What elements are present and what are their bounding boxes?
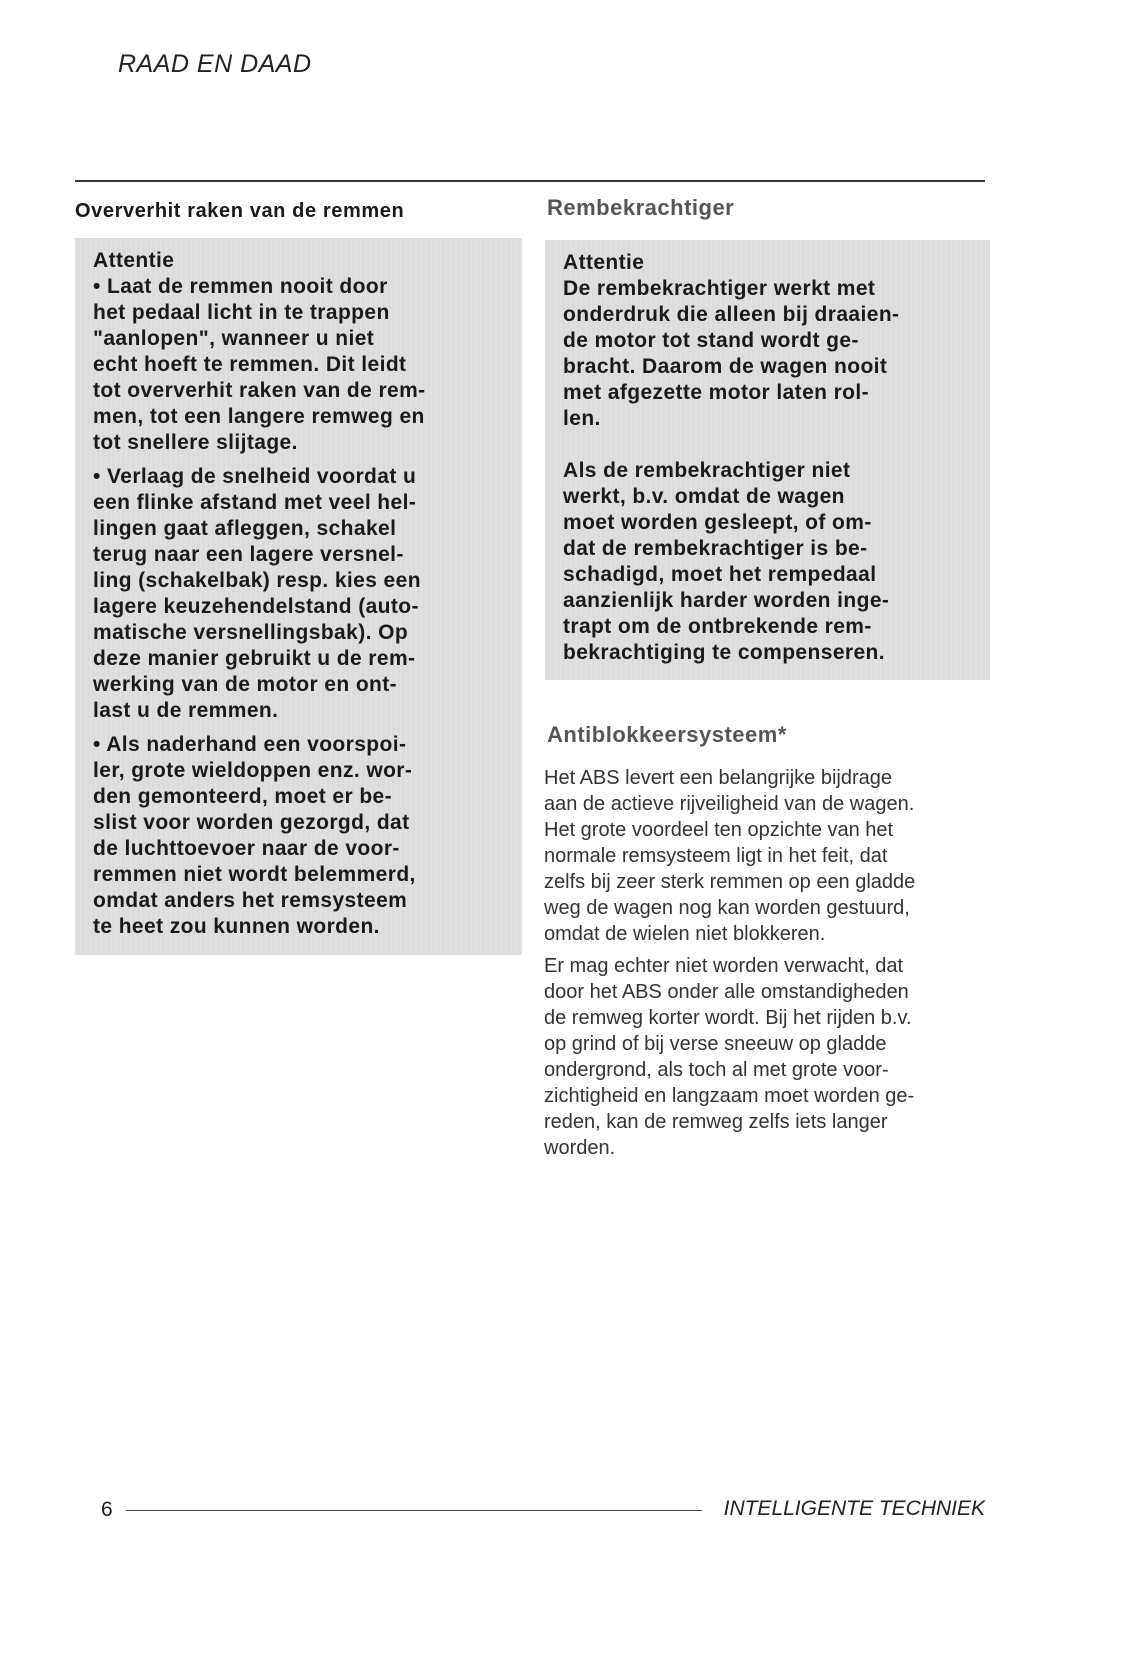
- attention-label: Attentie: [563, 251, 645, 274]
- text-line: met afgezette motor laten rol-: [563, 381, 870, 404]
- text-line: trapt om de ontbrekende rem-: [563, 615, 872, 638]
- text-line: een flinke afstand met veel hel-: [93, 491, 417, 514]
- attention-box-overheating: [75, 238, 522, 955]
- text-line: weg de wagen nog kan worden gestuurd,: [544, 897, 910, 919]
- abs-body-text: [544, 765, 915, 1167]
- bullet-item: [93, 274, 504, 456]
- text-line: ondergrond, als toch al met grote voor-: [544, 1059, 889, 1081]
- text-line: remmen niet wordt belemmerd,: [93, 863, 416, 886]
- page-number: 6: [101, 1498, 113, 1521]
- bullet-item: [93, 732, 504, 940]
- text-line: aanzienlijk harder worden inge-: [563, 589, 890, 612]
- text-line: te heet zou kunnen worden.: [93, 915, 380, 938]
- text-line: De rembekrachtiger werkt met: [563, 277, 876, 300]
- attention-paragraph: [563, 458, 972, 666]
- text-line: • Laat de remmen nooit door: [93, 275, 388, 298]
- text-line: zelfs bij zeer sterk remmen op een gladde: [544, 871, 916, 893]
- text-line: de motor tot stand wordt ge-: [563, 329, 859, 352]
- text-line: op grind of bij verse sneeuw op gladde: [544, 1033, 887, 1055]
- text-line: • Verlaag de snelheid voordat u: [93, 465, 417, 488]
- text-line: "aanlopen", wanneer u niet: [93, 327, 375, 350]
- text-line: onderdruk die alleen bij draaien-: [563, 303, 900, 326]
- text-line: • Als naderhand een voorspoi-: [93, 733, 407, 756]
- text-line: omdat anders het remsysteem: [93, 889, 408, 912]
- text-line: bracht. Daarom de wagen nooit: [563, 355, 888, 378]
- text-line: werkt, b.v. omdat de wagen: [563, 485, 845, 508]
- text-line: lagere keuzehendelstand (auto-: [93, 595, 419, 618]
- text-line: ling (schakelbak) resp. kies een: [93, 569, 421, 592]
- text-line: door het ABS onder alle omstandigheden: [544, 981, 909, 1003]
- section-heading-abs: Antiblokkeersysteem*: [547, 722, 787, 747]
- text-line: Als de rembekrachtiger niet: [563, 459, 851, 482]
- text-line: men, tot een langere remweg en: [93, 405, 425, 428]
- text-line: de luchttoevoer naar de voor-: [93, 837, 400, 860]
- text-line: werking van de motor en ont-: [93, 673, 398, 696]
- text-line: bekrachtiging te compenseren.: [563, 641, 886, 664]
- text-line: Het grote voordeel ten opzichte van het: [544, 819, 894, 841]
- attention-paragraph: [563, 276, 972, 432]
- footer-section-title: INTELLIGENTE TECHNIEK: [723, 1497, 985, 1520]
- text-line: aan de actieve rijveiligheid van de wagen.: [544, 793, 915, 815]
- attention-label: Attentie: [93, 249, 175, 272]
- text-line: ler, grote wieldoppen enz. wor-: [93, 759, 413, 782]
- attention-box-brake-booster: [545, 240, 990, 680]
- text-line: echt hoeft te remmen. Dit leidt: [93, 353, 407, 376]
- text-line: normale remsysteem ligt in het feit, dat: [544, 845, 888, 867]
- body-paragraph: [544, 953, 915, 1161]
- text-line: dat de rembekrachtiger is be-: [563, 537, 868, 560]
- text-line: deze manier gebruikt u de rem-: [93, 647, 416, 670]
- text-line: tot oververhit raken van de rem-: [93, 379, 426, 402]
- attention-bullets: [93, 274, 504, 940]
- running-head: RAAD EN DAAD: [118, 50, 312, 78]
- text-line: Er mag echter niet worden verwacht, dat: [544, 955, 904, 977]
- text-line: den gemonteerd, moet er be-: [93, 785, 393, 808]
- text-line: zichtigheid en langzaam moet worden ge-: [544, 1085, 915, 1107]
- text-line: terug naar een lagere versnel-: [93, 543, 404, 566]
- text-line: moet worden gesleept, of om-: [563, 511, 872, 534]
- text-line: lingen gaat afleggen, schakel: [93, 517, 397, 540]
- section-heading-brake-booster: Rembekrachtiger: [547, 195, 735, 220]
- text-line: Het ABS levert een belangrijke bijdrage: [544, 767, 892, 789]
- text-line: de remweg korter wordt. Bij het rijden b.v.: [544, 1007, 912, 1029]
- text-line: reden, kan de remweg zelfs iets langer: [544, 1111, 888, 1133]
- top-rule: [75, 180, 985, 182]
- text-line: last u de remmen.: [93, 699, 279, 722]
- bullet-item: [93, 464, 504, 724]
- text-line: worden.: [544, 1137, 616, 1159]
- footer-rule: [126, 1510, 702, 1511]
- text-line: omdat de wielen niet blokkeren.: [544, 923, 826, 945]
- text-line: matische versnellingsbak). Op: [93, 621, 409, 644]
- text-line: schadigd, moet het rempedaal: [563, 563, 877, 586]
- attention-paragraphs: [563, 276, 972, 666]
- text-line: len.: [563, 407, 601, 430]
- text-line: slist voor worden gezorgd, dat: [93, 811, 410, 834]
- body-paragraph: [544, 765, 915, 947]
- text-line: tot snellere slijtage.: [93, 431, 298, 454]
- section-heading-overheating: Oververhit raken van de remmen: [75, 200, 405, 222]
- text-line: het pedaal licht in te trappen: [93, 301, 390, 324]
